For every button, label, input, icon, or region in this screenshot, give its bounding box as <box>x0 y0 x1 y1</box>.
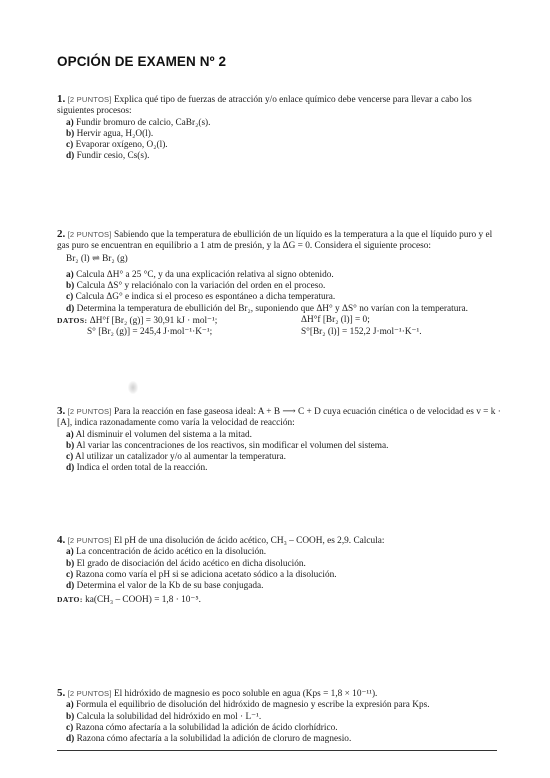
item-a: a) La concentración de ácido acético en la disolución. <box>66 547 267 558</box>
question-number: 1. <box>57 93 66 105</box>
item-b: b) Calcula ΔS° y relaciónalo con la variación del orden en el proceso. <box>66 281 326 292</box>
item-b: b) Hervir agua, H₂O(l). <box>66 128 154 139</box>
question-2 <box>57 229 502 339</box>
item-c: c) Evaporar oxígeno, O₂(l). <box>66 140 168 151</box>
question-number: 2. <box>57 228 66 240</box>
item-a: a) Al disminuir el volumen del sistema a la mitad. <box>66 429 252 440</box>
question-stem: El pH de una disolución de ácido acético, CH₃ – COOH, es 2,9. Calcula: <box>113 536 385 546</box>
question-stem: Explica qué tipo de fuerzas de atracción y/o enlace químico debe vencerse para llevar a cabo los siguientes procesos: <box>57 95 472 117</box>
points-label: [2 PUNTOS] <box>67 230 112 239</box>
question-4 <box>57 535 502 607</box>
data-row-1: DATOS: ΔH°f [Br₂ (g)] = 30,91 kJ · mol⁻¹; ΔH°f [Br₂ (l)] = 0; <box>57 315 370 327</box>
item-c: c) Calcula ΔG° e indica si el proceso es espontáneo a dicha temperatura. <box>66 292 336 303</box>
question-stem: Para la reacción en fase gaseosa ideal: A + B ⟶ C + D cuya ecuación cinética o de velocidad es v = k · [A], indica razonadamente como varía la velocidad de reacción: <box>57 407 501 429</box>
dato-line: DATO: ka(CH₃ – COOH) = 1,8 · 10⁻⁵. <box>57 595 201 606</box>
question-1 <box>57 94 502 163</box>
scan-smudge <box>128 381 138 394</box>
points-label: [2 PUNTOS] <box>67 689 112 698</box>
page-title: OPCIÓN DE EXAMEN Nº 2 <box>57 54 227 69</box>
item-d: d) Fundir cesio, Cs(s). <box>66 151 150 162</box>
item-a: a) Calcula ΔH° a 25 °C, y da una explicación relativa al signo obtenido. <box>66 269 334 280</box>
item-d: d) Razona cómo afectaría a la solubilidad la adición de cloruro de magnesio. <box>66 734 352 745</box>
question-number: 3. <box>57 405 66 417</box>
points-label: [2 PUNTOS] <box>67 407 112 416</box>
question-number: 4. <box>57 534 66 546</box>
item-d: d) Indica el orden total de la reacción. <box>66 463 208 474</box>
question-3 <box>57 406 502 475</box>
bottom-rule <box>57 750 497 751</box>
item-c: c) Razona cómo afectaría a la solubilidad la adición de ácido clorhídrico. <box>66 722 338 733</box>
item-a: a) Formula el equilibrio de disolución del hidróxido de magnesio y escribe la expresión para Kps. <box>66 700 430 711</box>
points-label: [2 PUNTOS] <box>67 536 112 545</box>
question-number: 5. <box>57 687 66 699</box>
item-c: c) Al utilizar un catalizador y/o al aumentar la temperatura. <box>66 452 286 463</box>
question-5 <box>57 688 502 745</box>
data-row-2: S° [Br₂ (g)] = 245,4 J·mol⁻¹·K⁻¹; S°[Br₂ (l)] = 152,2 J·mol⁻¹·K⁻¹. <box>87 327 422 338</box>
item-b: b) Al variar las concentraciones de los reactivos, sin modificar el volumen del sistema. <box>66 440 389 451</box>
item-d: d) Determina el valor de la Kb de su base conjugada. <box>66 581 264 592</box>
question-stem: Sabiendo que la temperatura de ebullición de un líquido es la temperatura a la que el líquido puro y el gas puro se encuentran en equilibrio a 1 atm de presión, y la ΔG = 0. Considera el siguiente proceso: <box>57 230 493 252</box>
item-d: d) Determina la temperatura de ebullición del Br₂, suponiendo que ΔH° y ΔS° no varían con la temperatura. <box>66 303 468 314</box>
question-stem: El hidróxido de magnesio es poco soluble en agua (Kps = 1,8 × 10⁻¹¹). <box>113 689 378 699</box>
item-b: b) El grado de disociación del ácido acético en dicha disolución. <box>66 558 306 569</box>
item-b: b) Calcula la solubilidad del hidróxido en mol · L⁻¹. <box>66 711 262 722</box>
item-c: c) Razona como varía el pH si se adiciona acetato sódico a la disolución. <box>66 569 337 580</box>
item-a: a) Fundir bromuro de calcio, CaBr₂(s). <box>66 117 211 128</box>
reaction-equation: Br₂ (l) ⇌ Br₂ (g) <box>66 253 128 264</box>
points-label: [2 PUNTOS] <box>67 95 112 104</box>
datos-label: DATOS: <box>57 316 88 326</box>
